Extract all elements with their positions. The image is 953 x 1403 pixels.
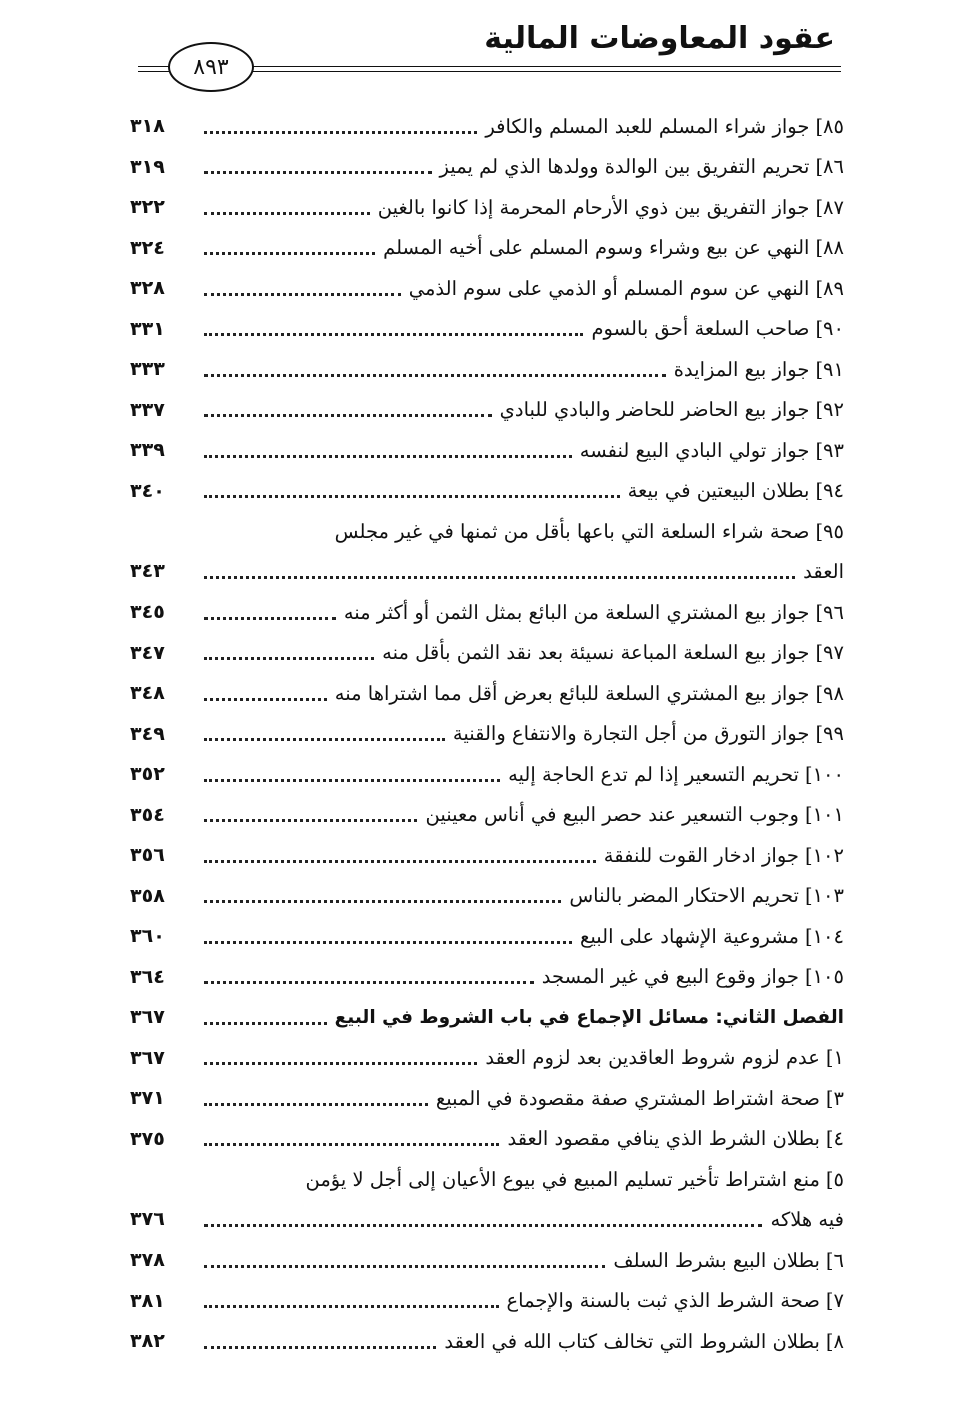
entry-page-number: ٣٤٠ (130, 479, 165, 502)
entry-title-continued: فيه هلاكه (770, 1207, 844, 1231)
dot-leader (204, 1062, 477, 1065)
toc-entry (130, 876, 844, 916)
entry-number: ٤] (825, 1127, 844, 1150)
toc-entry (130, 592, 844, 632)
entry-page-number: ٣٢٤ (130, 236, 165, 259)
entry-page-number: ٣٨٢ (130, 1330, 165, 1352)
dot-leader (204, 1224, 762, 1227)
entry-number: ٩٦] (815, 600, 844, 624)
toc-entry (130, 268, 844, 308)
toc-entry (130, 1240, 844, 1280)
entry-number: ٩٠] (815, 317, 844, 340)
entry-title: جواز بيع المشتري السلعة للبائع بعرض أقل مما اشتراها منه (334, 681, 810, 705)
dot-leader (204, 374, 666, 377)
entry-title: صحة شراء السلعة التي باعها بأقل من ثمنها في غير مجلس (334, 519, 810, 543)
entry-title: مشروعية الإشهاد على البيع (580, 924, 799, 948)
dot-leader (204, 819, 417, 822)
entry-page-number: ٣١٩ (130, 155, 165, 178)
entry-number: ٨٧] (815, 195, 844, 219)
dot-leader (204, 860, 596, 863)
entry-title: جواز التفريق بين ذوي الأرحام المحرمة إذا كانوا بالغين (377, 195, 810, 219)
entry-title-continued: العقد (803, 559, 844, 583)
toc-entry (130, 1321, 844, 1361)
dot-leader (204, 900, 561, 903)
entry-number: ١٠١] (804, 803, 844, 826)
dot-leader (204, 212, 370, 215)
dot-leader (204, 293, 401, 296)
toc-entry (130, 835, 844, 875)
toc-entry (130, 228, 844, 268)
entry-number: ٨٦] (815, 155, 844, 178)
entry-title: النهي عن بيع وشراء وسوم المسلم على أخيه المسلم (383, 236, 810, 259)
entry-title: صاحب السلعة أحق بالسوم (591, 317, 810, 340)
toc-entry (130, 633, 844, 673)
entry-page-number: ٣٨١ (130, 1289, 165, 1312)
entry-title: جواز بيع المشتري السلعة من البائع بمثل الثمن أو أكثر منه (343, 600, 810, 624)
dot-leader (204, 333, 583, 336)
toc-entry (130, 795, 844, 835)
entry-number: ١٠٤] (804, 924, 844, 948)
page-number-oval (168, 42, 254, 92)
toc-entry (130, 1159, 844, 1241)
entry-title: عدم لزوم شروط العاقدين بعد لزوم العقد (485, 1046, 820, 1069)
entry-page-number: ٣٣٧ (130, 398, 165, 421)
entry-number: ٨٥] (815, 114, 844, 138)
entry-number: ٩١] (815, 357, 844, 381)
entry-title: صحة اشتراط المشتري صفة مقصودة في المبيع (435, 1086, 820, 1110)
entry-title: وجوب التسعير عند حصر البيع في أناس معينين (425, 803, 799, 826)
entry-title: منع اشتراط تأخير تسليم المبيع في بيوع الأعيان إلى أجل لا يؤمن (305, 1167, 820, 1191)
entry-number: ٨] (825, 1329, 844, 1353)
toc-entry (130, 1038, 844, 1078)
toc-entry (130, 1281, 844, 1321)
entry-page-number: ٣٤٣ (130, 560, 165, 582)
entry-number: ١٠٢] (804, 843, 844, 867)
entry-number: ٩٨] (815, 681, 844, 705)
entry-title: بطلان الشروط التي تخالف كتاب الله في العقد (444, 1329, 820, 1353)
entry-title: جواز تولي البادي البيع لنفسه (579, 438, 810, 462)
entry-page-number: ٣٣٣ (130, 358, 165, 380)
entry-number: ٦] (825, 1248, 844, 1272)
entry-number: ٣] (825, 1086, 844, 1110)
entry-page-number: ٣٥٨ (130, 884, 165, 907)
toc-entry (130, 714, 844, 754)
dot-leader (204, 1305, 499, 1308)
toc-entry (130, 187, 844, 227)
entry-title: الفصل الثاني: مسائل الإجماع في باب الشروط في البيع (334, 1006, 844, 1028)
entry-title: تحريم التسعير إذا لم تدع الحاجة إليه (508, 762, 799, 786)
entry-page-number: ٣٥٦ (130, 844, 165, 866)
toc-entry (130, 147, 844, 187)
dot-leader (204, 252, 375, 255)
entry-page-number: ٣٧٦ (130, 1208, 165, 1230)
entry-page-number: ٣٤٧ (130, 641, 165, 664)
entry-number: ٧] (825, 1289, 844, 1312)
entry-title: جواز شراء المسلم للعبد المسلم والكافر (485, 114, 810, 138)
dot-leader (204, 941, 572, 944)
dot-leader (204, 1143, 499, 1146)
toc-entry (130, 471, 844, 511)
entry-page-number: ٣١٨ (130, 115, 165, 137)
entry-number: ٩٣] (815, 438, 844, 462)
entry-page-number: ٣٤٩ (130, 722, 165, 745)
entry-page-number: ٣٤٥ (130, 601, 165, 623)
dot-leader (204, 738, 445, 741)
dot-leader (204, 617, 336, 620)
entry-number: ١] (825, 1046, 844, 1069)
entry-title: جواز التورق من أجل التجارة والانتفاع والقنية (452, 722, 810, 745)
entry-number: ٩٤] (815, 479, 844, 502)
entry-title: تحريم الاحتكار المضر بالناس (569, 884, 799, 907)
toc-entry (130, 511, 844, 593)
entry-number: ٩٧] (815, 641, 844, 664)
toc-entry (130, 349, 844, 389)
dot-leader (204, 131, 477, 134)
entry-number: ١٠٣] (804, 884, 844, 907)
dot-leader (204, 779, 500, 782)
dot-leader (204, 171, 432, 174)
toc-entry (130, 106, 844, 146)
dot-leader (204, 1265, 605, 1268)
toc-entry (130, 1119, 844, 1159)
dot-leader (204, 698, 327, 701)
entry-page-number: ٣٣١ (130, 317, 165, 340)
toc-entry (130, 754, 844, 794)
dot-leader (204, 1022, 327, 1025)
dot-leader (204, 414, 492, 417)
dot-leader (204, 1346, 436, 1349)
toc-entry (130, 430, 844, 470)
entry-title: بطلان البيع بشرط السلف (613, 1248, 820, 1272)
entry-number: ٥] (825, 1167, 844, 1191)
toc-entry (130, 390, 844, 430)
entry-title: بطلان الشرط الذي ينافي مقصود العقد (507, 1127, 820, 1150)
dot-leader (204, 455, 572, 458)
entry-page-number: ٣٧١ (130, 1087, 165, 1109)
toc-entry (130, 957, 844, 997)
entry-title: بطلان البيعتين في بيعة (627, 479, 810, 502)
dot-leader (204, 657, 374, 660)
entry-number: ٨٨] (815, 236, 844, 259)
entry-page-number: ٣٦٠ (130, 925, 165, 947)
entry-page-number: ٣٤٨ (130, 682, 165, 704)
entry-title: صحة الشرط الذي ثبت بالسنة والإجماع (506, 1289, 820, 1312)
entry-number: ٩٢] (815, 398, 844, 421)
page-number: ٨٩٣ (193, 54, 229, 80)
entry-title: جواز بيع المزايدة (673, 357, 810, 381)
entry-number: ١٠٥] (804, 965, 844, 988)
entry-page-number: ٣٧٥ (130, 1127, 165, 1150)
entry-page-number: ٣٧٨ (130, 1249, 165, 1271)
entry-title: النهي عن سوم المسلم أو الذمي على سوم الذمي (408, 276, 810, 300)
entry-number: ٩٥] (815, 519, 844, 543)
entry-page-number: ٣٥٤ (130, 803, 165, 826)
entry-title: جواز بيع السلعة المباعة نسيئة بعد نقد الثمن بأقل منه (382, 641, 810, 664)
entry-title: جواز ادخار القوت للنفقة (603, 843, 799, 867)
entry-number: ١٠٠] (804, 762, 844, 786)
book-title: عقود المعاوضات المالية (484, 21, 835, 56)
entry-title: جواز وقوع البيع في غير المسجد (541, 965, 799, 988)
dot-leader (204, 1103, 428, 1106)
entry-page-number: ٣٣٩ (130, 439, 165, 461)
entry-page-number: ٣٦٧ (130, 1006, 165, 1028)
toc-entry (130, 916, 844, 956)
dot-leader (204, 495, 620, 498)
toc-section-heading (130, 997, 844, 1037)
toc-entry (130, 673, 844, 713)
dot-leader (204, 981, 534, 984)
entry-page-number: ٣٦٤ (130, 965, 165, 988)
entry-page-number: ٣٢٢ (130, 196, 165, 218)
entry-page-number: ٣٢٨ (130, 277, 165, 299)
toc-entry (130, 1078, 844, 1118)
entry-number: ٨٩] (815, 276, 844, 300)
entry-number: ٩٩] (815, 722, 844, 745)
dot-leader (204, 576, 795, 579)
entry-page-number: ٣٥٢ (130, 763, 165, 785)
entry-title: جواز بيع الحاضر للحاضر والبادي للبادي (499, 398, 810, 421)
entry-title: تحريم التفريق بين الوالدة وولدها الذي لم يميز (439, 155, 810, 178)
entry-page-number: ٣٦٧ (130, 1046, 165, 1069)
toc-entry (130, 309, 844, 349)
